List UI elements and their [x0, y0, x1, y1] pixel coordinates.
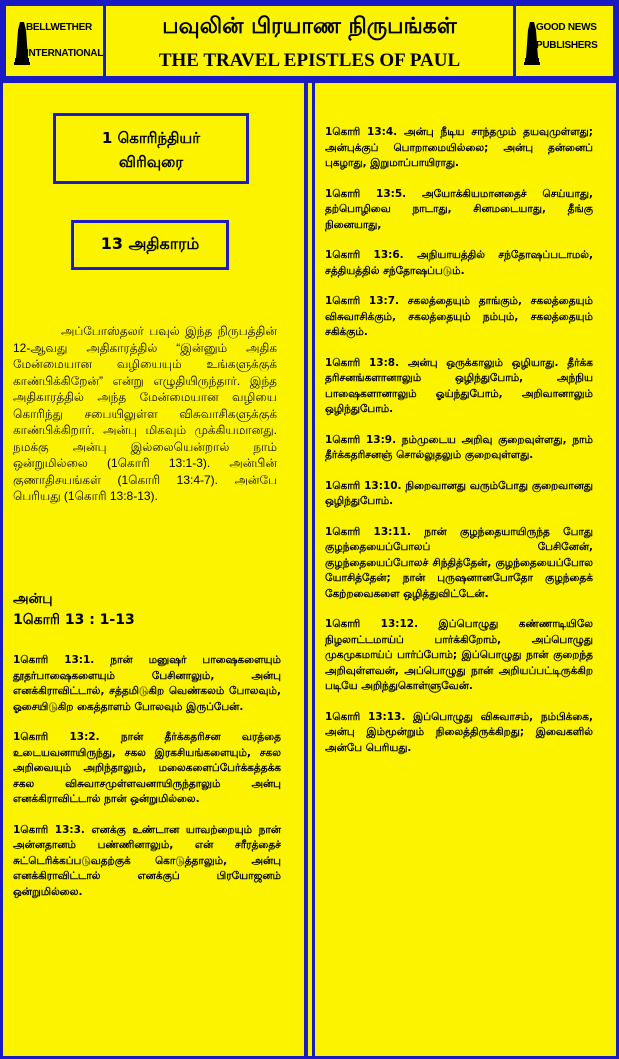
right-verses [325, 125, 593, 771]
left-verses [13, 653, 281, 915]
page-title-english: THE TRAVEL EPISTLES OF PAUL [158, 50, 461, 71]
section-title: அன்பு [13, 591, 53, 607]
header [3, 3, 616, 81]
verse-paragraph: 1கொரி 13:8. அன்பு ஒருக்காலும் ஒழியாது. தீர்க்க தரிசனங்களானாலும் ஒழிந்துபோம், அந்நிய பாஷைகளானாலும் ஓய்ந்துபோம், அறிவானாலும் ஒழிந்துபோம். [325, 356, 593, 415]
chapter-box [71, 220, 229, 270]
verse-paragraph: 1கொரி 13:11. நான் குழந்தையாயிருந்த போது குழந்தையைப்போலப் பேசினேன், குழந்தையைப்போலச் சிந்தித்தேன், குழந்தையைப்போல யோசித்தேன்; நான் புருஷனானபோதோ குழந்தைக் கேற்றவைகளை ஒழித்துவிட்டேன். [325, 525, 593, 600]
verse-paragraph: 1கொரி 13:3. எனக்கு உண்டான யாவற்றையும் நான் அன்னதானம் பண்ணினாலும், என் சரீரத்தைச் சுட்டெரிக்கப்படுவதற்குக் கொடுத்தாலும், அன்பு எனக்கிராவிட்டால் எனக்குப் பிரயோஜனம் ஒன்றுமில்லை. [13, 823, 281, 898]
section-reference: 1கொரி 13 : 1-13 [13, 612, 135, 628]
verse-paragraph: 1கொரி 13:12. இப்பொழுது கண்ணாடியிலே நிழலாட்டமாய்ப் பார்க்கிறோம், அப்பொழுது முகமுகமாய்ப் பார்ப்போம்; இப்பொழுது நான் குறைந்த அறிவுள்ளவன், அப்பொழுது நான் அறியப்பட்டிருக்கிற படியே அறிந்துகொள்ளுவேன். [325, 618, 593, 692]
right-column [312, 83, 616, 1056]
verse-paragraph: 1கொரி 13:10. நிறைவானது வரும்போது குறைவானது ஒழிந்துபோம். [325, 479, 593, 507]
chapter-title: 13 அதிகாரம் [100, 234, 200, 253]
verse-paragraph: 1கொரி 13:5. அயோக்கியமானதைச் செய்யாது, தற்பொழிவை நாடாது, சினமடையாது, தீங்கு நினையாது, [325, 187, 593, 231]
book-title-line1: 1 கொரிந்தியர் [101, 129, 201, 147]
logo-left-line2: INTERNATIONAL [26, 48, 104, 59]
good-news-logo [513, 3, 616, 79]
bellwether-logo [3, 3, 106, 79]
page-frame [3, 3, 616, 1056]
verse-paragraph: 1கொரி 13:6. அநியாயத்தில் சந்தோஷப்படாமல், சத்தியத்தில் சந்தோஷப்படும். [325, 249, 593, 277]
verse-paragraph: 1கொரி 13:4. அன்பு நீடிய சாந்தமும் தயவுமுள்ளது; அன்புக்குப் பொறாமையில்லை; அன்பு தன்னைப் புகழாது, இறுமாப்பாயிராது. [325, 126, 593, 169]
title-block [106, 3, 513, 79]
logo-left-line1: BELLWETHER [26, 22, 92, 33]
section-heading [13, 589, 135, 631]
verse-paragraph: 1கொரி 13:13. இப்பொழுது விசுவாசம், நம்பிக்கை, அன்பு இம்மூன்றும் நிலைத்திருக்கிறது; இவைகளில் அன்பே பெரியது. [325, 710, 593, 754]
book-title-line2: விரிவுரை [118, 153, 184, 171]
verse-paragraph: 1கொரி 13:2. நான் தீர்க்கதரிசன வரத்தை உடையவனாயிருந்து, சகல இரகசியங்களையும், சகல அறிவையும் அறிந்தாலும், மலைகளைப்பேர்க்கத்தக்க சகல விசுவாசமுள்ளவனாயிருந்தாலும் அன்பு எனக்கிராவிட்டால் நான் ஒன்றுமில்லை. [13, 731, 281, 805]
verse-paragraph: 1கொரி 13:1. நான் மனுஷர் பாஷைகளையும் தூதர்பாஷைகளையும் பேசினாலும், அன்பு எனக்கிராவிட்டால், சத்தமிடுகிற வெண்கலம் போலவும், ஓசையிடுகிற கைத்தாளம் போலவும் இருப்பேன். [13, 654, 281, 713]
verse-paragraph: 1கொரி 13:9. நம்முடைய அறிவு குறைவுள்ளது, நாம் தீர்க்கதரிசனஞ் சொல்லுதலும் குறைவுள்ளது. [325, 433, 593, 461]
logo-right-line2: PUBLISHERS [536, 40, 598, 51]
page-title-tamil: பவுலின் பிரயாண நிருபங்கள் [162, 14, 457, 39]
book-title-box [53, 113, 249, 184]
logo-right-line1: GOOD NEWS [536, 22, 597, 33]
intro-paragraph: அப்போஸ்தலர் பவுல் இந்த நிருபத்தின் 12-ஆவது அதிகாரத்தில் “இன்னும் அதிக மேன்மையான வழியையும் உங்களுக்குக் காண்பிக்கிறேன்” என்று எழுதியிருந்தார். இந்த அதிகாரத்தில் அந்த மேன்மையான வழியை கொரிந்து சபையிலுள்ள விசுவாசிகளுக்குக் காண்பிக்கிறார். அன்பு மிகவும் முக்கியமானது. நமக்கு அன்பு இல்லையென்றால் நாம் ஒன்றுமில்லை (1கொரி 13:1-3). அன்பின் குணாதிசயங்கள் (1கொரி 13:4-7). அன்பே பெரியது (1கொரி 13:8-13). [13, 324, 277, 503]
left-column [3, 83, 308, 1056]
verse-paragraph: 1கொரி 13:7. சகலத்தையும் தாங்கும், சகலத்தையும் விசுவாசிக்கும், சகலத்தையும் நம்பும், சகலத்தையும் சகிக்கும். [325, 295, 593, 338]
